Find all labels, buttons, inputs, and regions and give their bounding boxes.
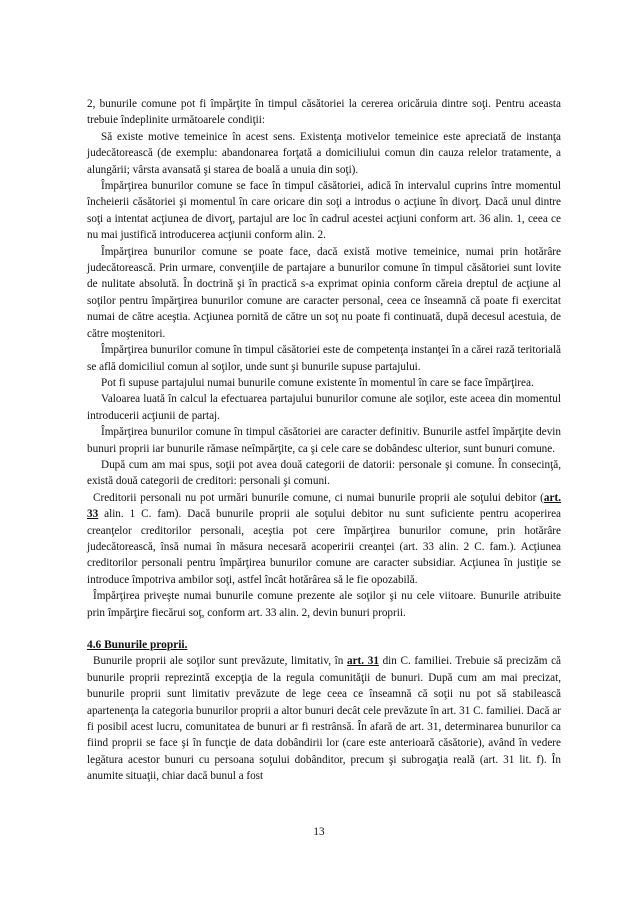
paragraph-competenta-instanta: Împărţirea bunurilor comune în timpul căsătoriei este de competenţa instanţei în a cărei rază teritorială se află domiciliul comun al soţilor, unde sunt şi bunurile supuse partajului. [87, 344, 561, 373]
section-text-start: Bunurile proprii ale soţilor sunt prevăzute, limitativ, în [93, 655, 347, 668]
paragraph-caracter-definitiv: Împărţirea bunurilor comune în timpul căsătoriei are caracter definitiv. Bunurile astfel împărţite devin bunuri proprii iar bunurile rămase neîmpărţite, ca şi cele care se dobândesc ulterior, sunt bunuri comune. [87, 426, 561, 455]
paragraph-bunuri-proprii [87, 653, 561, 784]
paragraph-intro: 2, bunurile comune pot fi împărţite în timpul căsătoriei la cererea oricăruia dintre soţi. Pentru aceasta trebuie îndeplinite următoarele condiţii: [87, 98, 561, 127]
page-number: 13 [313, 826, 325, 838]
paragraph-hotarare-judecatoreasca: Împărţirea bunurilor comune se poate face, dacă există motive temeinice, numai prin hotărâre judecătorească. Prin urmare, convenţiile de partajare a bunurilor comune în timpul căsătoriei sunt lovite de nulitate absolută. În doctrină şi în practică s-a exprimat opinia conform căreia dreptul de acţiune al soţilor pentru împărţirea bunurilor comune are caracter personal, ceea ce înseamnă că poate fi exercitat numai de către aceştia. Acţiunea pornită de către un soţ nu poate fi continuată, după decesul acestuia, de către moştenitori. [87, 245, 561, 340]
section-heading: 4.6 Bunurile proprii. [87, 639, 188, 651]
document-body [87, 96, 561, 785]
article-31-link[interactable]: art. 31 [347, 655, 379, 668]
paragraph-valoare-partaj: Valoarea luată în calcul la efectuarea partajului bunurilor comune ale soţilor, este aceea din momentul introducerii acţiunii de partaj. [87, 393, 561, 422]
article-33-link[interactable]: art. 33 [87, 491, 561, 521]
creditors-text-start: Creditorii personali nu pot urmări bunurile comune, ci numai bunurile proprii ale soţului debitor ( [93, 491, 544, 504]
paragraph-motive-temeinice: Să existe motive temeinice în acest sens. Existenţa motivelor temeinice este apreciată de instanţa judecătorească (de exemplu: abandonarea forţată a domiciliului comun din cauza relelor tratamente, a alungării; vârsta avansată şi starea de boală a unuia din soţi). [87, 130, 561, 176]
paragraph-interval-casatorie: Împărţirea bunurilor comune se face în timpul căsătoriei, adică în intervalul cuprins între momentul încheierii căsătoriei şi momentul în care oricare din soţi a introdus o acţiune în divorţ. Dacă unul dintre soţi a intentat acţiunea de divorţ, partajul are loc în cadrul acestei acţiuni conform art. 36 alin. 1, ceea ce nu mai justifică introducerea acţiunii conform alin. 2. [87, 180, 561, 242]
paragraph-creditori-personali [87, 490, 561, 588]
section-text-end: din C. familiei. Trebuie să precizăm că bunurile proprii reprezintă excepţia de la regula comunităţii de bunuri. După cum am mai precizat, bunurile proprii sunt limitativ prevăzute de lege ceea ce înseamnă că soţii nu pot să stabilească apartenenţa la categoria bunurilor proprii a altor bunuri decât cele prevăzute în art. 31 C. familiei. Dacă ar fi posibil acest lucru, comunitatea de bunuri ar fi restrânsă. În afară de art. 31, determinarea bunurilor ca fiind proprii se face şi în funcţie de data dobândirii lor (care este anterioară căsătorie), având în vedere legătura acestor bunuri cu persoana soţului dobânditor, precum şi subrogaţia reală (art. 31 lit. f). În anumite situaţii, chiar dacă bunul a fost [87, 655, 562, 783]
paragraph-categorii-datorii: După cum am mai spus, soţii pot avea două categorii de datorii: personale şi comune. În consecinţă, există două categorii de creditori: personali şi comuni. [87, 458, 561, 488]
paragraph-bunuri-existente: Pot fi supuse partajului numai bunurile comune existente în momentul în care se face împărţirea. [101, 376, 534, 389]
creditors-text-end: alin. 1 C. fam). Dacă bunurile proprii ale soţului debitor nu sunt suficiente pentru acoperirea creanţelor creditorilor personali, aceştia pot cere împărţirea bunurilor comune, prin hotărâre judecătorească, însă numai în măsura necesară acoperirii creanţei (art. 33 alin. 2 C. fam.). Acţiunea creditorilor personali pentru împărţirea bunurilor comune are caracter subsidiar. Acţiunea în justiţie se introduce împotriva ambilor soţi, astfel încât hotărârea să le fie opozabilă. [87, 508, 561, 586]
paragraph-bunuri-prezente: Împărţirea priveşte numai bunurile comune prezente ale soţilor şi nu cele viitoare. Bunurile atribuite prin împărţire fiecărui soţ, conform art. 33 alin. 2, devin bunuri proprii. [87, 590, 561, 619]
